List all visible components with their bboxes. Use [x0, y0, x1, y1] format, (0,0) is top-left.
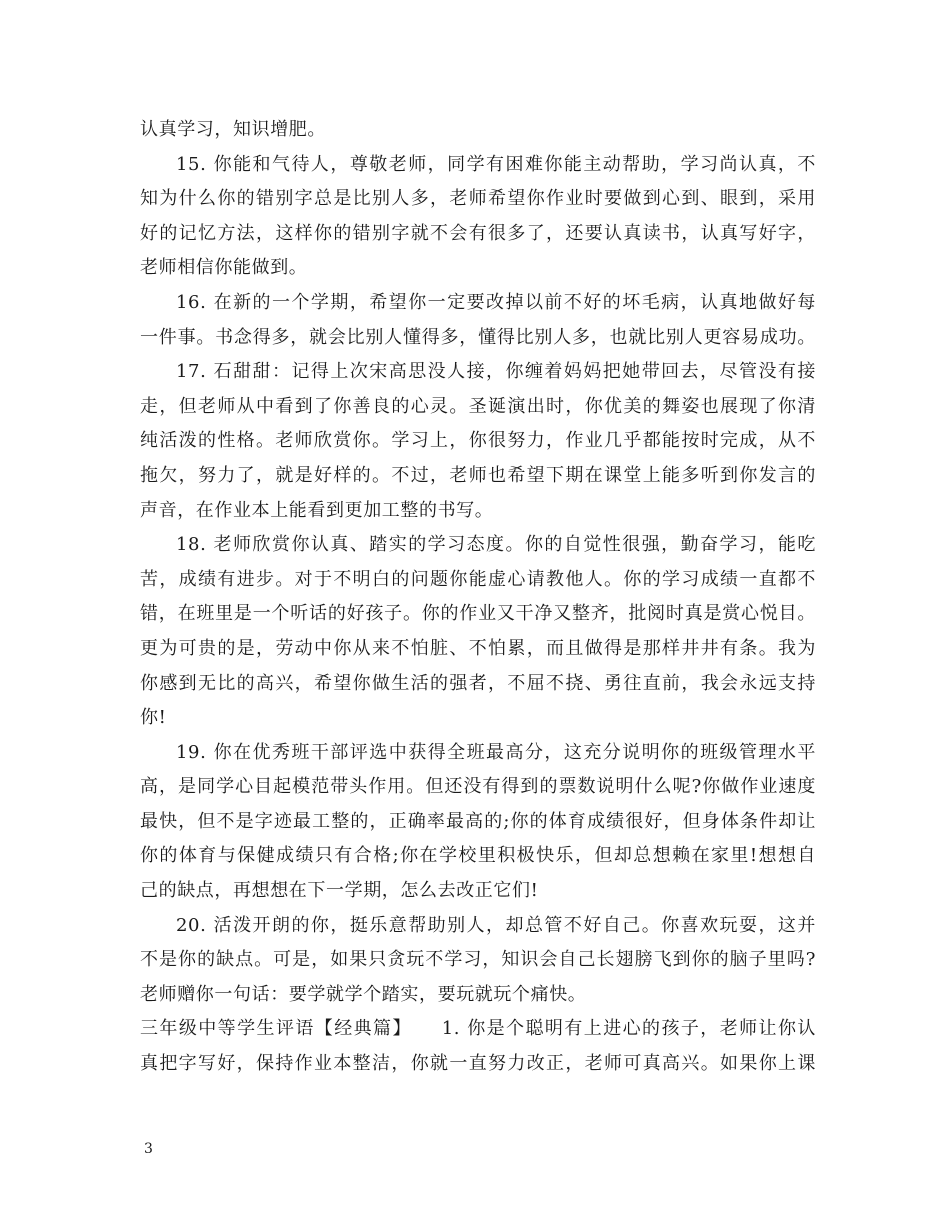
text-line: 最快，但不是字迹最工整的，正确率最高的;你的体育成绩很好，但身体条件却让 [140, 810, 816, 832]
text-line: 真把字写好，保持作业本整洁，你就一直努力改正，老师可真高兴。如果你上课 [140, 1053, 816, 1075]
text-line: 15. 你能和气待人，尊敬老师，同学有困难你能主动帮助，学习尚认真，不 [176, 153, 816, 175]
text-line: 你! [140, 707, 167, 729]
text-line: 高，是同学心目起模范带头作用。但还没有得到的票数说明什么呢?你做作业速度 [140, 776, 816, 798]
text-line: 声音，在作业本上能看到更加工整的书写。 [140, 499, 494, 521]
text-line: 老师相信你能做到。 [140, 257, 308, 279]
text-line: 16. 在新的一个学期，希望你一定要改掉以前不好的坏毛病，认真地做好每 [176, 291, 816, 313]
text-line: 三年级中等学生评语【经典篇】 1. 你是个聪明有上进心的孩子，老师让你认 [140, 1018, 816, 1040]
text-line: 你感到无比的高兴，希望你做生活的强者，不屈不挠、勇往直前，我会永远支持 [140, 672, 816, 694]
text-line: 苦，成绩有进步。对于不明白的问题你能虚心请教他人。你的学习成绩一直都不 [140, 568, 816, 590]
text-line: 不是你的缺点。可是，如果只贪玩不学习，知识会自己长翅膀飞到你的脑子里吗? [140, 949, 816, 971]
text-line: 18. 老师欣赏你认真、踏实的学习态度。你的自觉性很强，勤奋学习，能吃 [176, 534, 816, 556]
text-line: 纯活泼的性格。老师欣赏你。学习上，你很努力，作业几乎都能按时完成，从不 [140, 430, 816, 452]
text-line: 你的体育与保健成绩只有合格;你在学校里积极快乐，但却总想赖在家里!想想自 [140, 845, 816, 867]
text-line: 20. 活泼开朗的你，挺乐意帮助别人，却总管不好自己。你喜欢玩耍，这并 [176, 914, 816, 936]
text-line: 19. 你在优秀班干部评选中获得全班最高分，这充分说明你的班级管理水平 [176, 741, 816, 763]
text-line: 老师赠你一句话：要学就学个踏实，要玩就玩个痛快。 [140, 983, 587, 1005]
text-line: 一件事。书念得多，就会比别人懂得多，懂得比别人多，也就比别人更容易成功。 [140, 326, 816, 348]
text-line: 更为可贵的是，劳动中你从来不怕脏、不怕累，而且做得是那样井井有条。我为 [140, 637, 816, 659]
document-body [140, 113, 816, 1082]
text-line: 错，在班里是一个听话的好孩子。你的作业又干净又整齐，批阅时真是赏心悦目。 [140, 603, 816, 625]
text-line: 己的缺点，再想想在下一学期，怎么去改正它们! [140, 880, 539, 902]
text-line: 17. 石甜甜：记得上次宋高思没人接，你缠着妈妈把她带回去，尽管没有接 [176, 361, 816, 383]
text-line: 走，但老师从中看到了你善良的心灵。圣诞演出时，你优美的舞姿也展现了你清 [140, 395, 816, 417]
page-number: 3 [144, 1141, 153, 1157]
text-line: 拖欠，努力了，就是好样的。不过，老师也希望下期在课堂上能多听到你发言的 [140, 464, 816, 486]
text-line: 好的记忆方法，这样你的错别字就不会有很多了，还要认真读书，认真写好字， [140, 222, 816, 244]
text-line: 认真学习，知识增肥。 [140, 119, 326, 140]
text-line: 知为什么你的错别字总是比别人多，老师希望你作业时要做到心到、眼到，采用 [140, 188, 816, 210]
